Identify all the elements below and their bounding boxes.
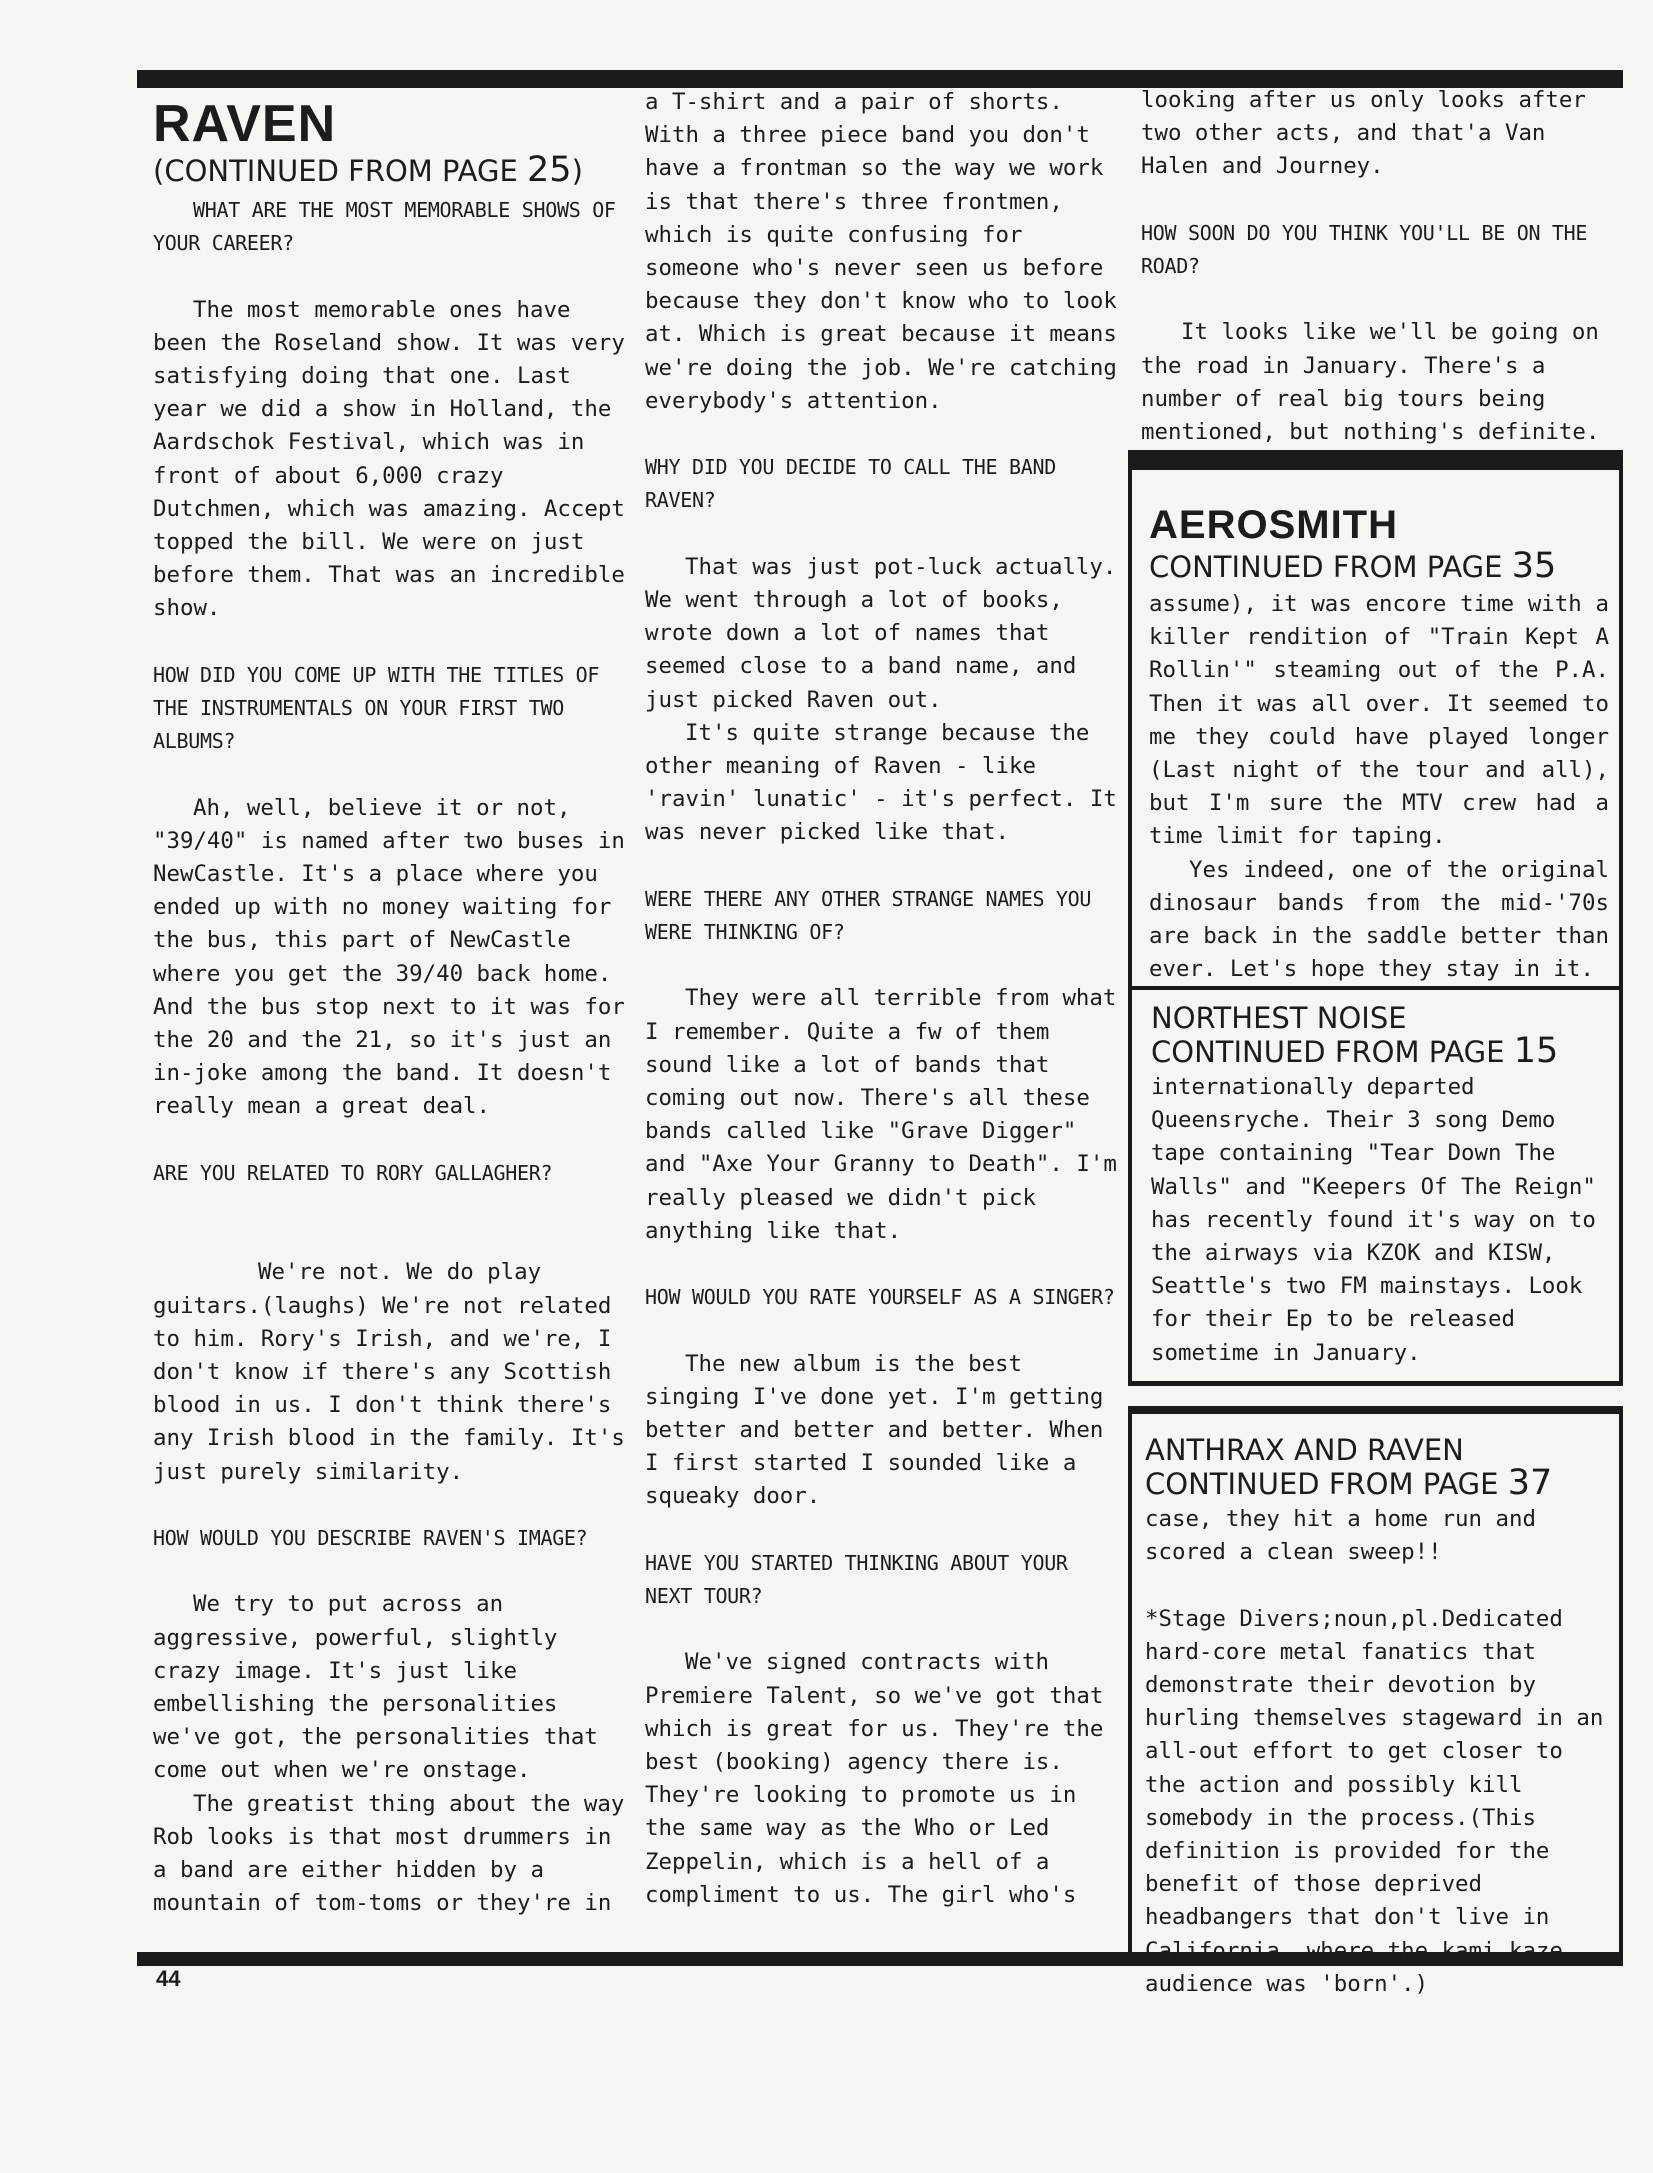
paragraph-gap <box>645 850 1125 883</box>
paragraph: We've signed contracts with Premiere Talent, so we've got that which is great for us. They're the best (booking) agency there is. They're looking to promote us in the same way as the Who or Led Zeppelin, which is a hell of a compliment to us. The girl who's <box>645 1649 1104 1908</box>
interview-question: HOW WOULD YOU DESCRIBE RAVEN'S IMAGE? <box>153 1526 588 1551</box>
paragraph-gap <box>153 758 633 791</box>
paragraph: internationally departed Queensryche. Their 3 song Demo tape containing "Tear Down The Walls" and "Keepers Of The Reign" has recently found it's way on to the airways via KZOK and KISW, Seattle's two FM mainstays. Look for their Ep to be released sometime in January. <box>1151 1074 1596 1366</box>
paragraph-gap <box>645 418 1125 451</box>
paragraph: That was just pot-luck actually. We went through a lot of books, wrote down a lot of names that seemed close to a band name, and just picked Raven out. <box>645 553 1117 713</box>
aerosmith-subtitle-text: CONTINUED FROM PAGE <box>1149 550 1512 584</box>
paragraph: The most memorable ones have been the Roseland show. It was very satisfying doing that one. Last year we did a show in Holland, the Aardschok Festival, which was in front of about 6,000 crazy Dutchmen, which was amazing. Accept topped the bill. We were on just before them. That was an incredible show. <box>153 296 625 622</box>
page-number: 44 <box>156 1966 181 1991</box>
paragraph-gap <box>1141 283 1601 316</box>
paragraph-gap <box>153 1190 633 1223</box>
raven-column-3 <box>1141 84 1601 449</box>
paragraph: We try to put across an aggressive, powerful, slightly crazy image. It's just like embellishing the personalities we've got, the personalities that come out when we're onstage. <box>153 1591 598 1784</box>
aerosmith-body <box>1149 588 1609 986</box>
paragraph: case, they hit a home run and scored a clean sweep!! <box>1145 1506 1536 1566</box>
paragraph: Yes indeed, one of the original dinosaur bands from the mid-'70s are back in the saddle better than ever. Let's hope they stay in it. <box>1149 856 1609 983</box>
northest-title: NORTHEST NOISE <box>1151 1001 1407 1035</box>
paragraph-gap <box>1141 184 1601 217</box>
anthrax-title: ANTHRAX AND RAVEN <box>1145 1433 1464 1467</box>
paragraph-gap <box>645 949 1125 982</box>
interview-question: HOW WOULD YOU RATE YOURSELF AS A SINGER? <box>645 1285 1115 1310</box>
paragraph: It looks like we'll be going on the road in January. There's a number of real big tours being mentioned, but nothing's definite. <box>1141 319 1600 445</box>
interview-question: HOW DID YOU COME UP WITH THE TITLES OF THE INSTRUMENTALS ON YOUR FIRST TWO ALBUMS? <box>153 662 600 754</box>
interview-question: HAVE YOU STARTED THINKING ABOUT YOUR NEXT TOUR? <box>645 1550 1068 1609</box>
raven-column-2 <box>645 86 1125 1912</box>
anthrax-subtitle <box>1145 1463 1615 1503</box>
paragraph-gap <box>153 1555 633 1588</box>
anthrax-subtitle-page: 37 <box>1507 1463 1553 1503</box>
paragraph: assume), it was encore time with a killer rendition of "Train Kept A Rollin'" steaming out of the P.A. Then it was all over. It seemed to me they could have played longer (Last night of the tour and all), but I'm sure the MTV crew had a time limit for taping. <box>1149 591 1609 850</box>
paragraph-gap <box>153 1489 633 1522</box>
paragraph: Ah, well, believe it or not, "39/40" is named after two buses in NewCastle. It's a place where you ended up with no money waiting for the bus, this part of NewCastle where you get the 39/40 back home. And the bus stop next to it was for the 20 and the 21, so it's just an in-joke among the band. It doesn't really mean a great deal. <box>153 794 625 1120</box>
paragraph: It's quite strange because the other meaning of Raven - like 'ravin' lunatic' - it's perfect. It was never picked like that. <box>645 719 1117 846</box>
interview-question: WERE THERE ANY OTHER STRANGE NAMES YOU WERE THINKING OF? <box>645 886 1092 945</box>
northest-subtitle-text: CONTINUED FROM PAGE <box>1151 1035 1514 1069</box>
paragraph-gap <box>153 626 633 659</box>
raven-column-1-text <box>153 194 633 1920</box>
raven-subtitle <box>153 150 633 190</box>
northest-subtitle <box>1151 1031 1601 1071</box>
paragraph-gap <box>153 1124 633 1157</box>
paragraph: *Stage Divers;noun,pl.Dedicated hard-core metal fanatics that demonstrate their devotion by hurling themselves stageward in an all-out effort to get closer to the action and possibly kill somebody in the process.(This definition is provided for the benefit of those deprived headbangers that don't live in California, where the kami kaze audience was 'born'.) <box>1145 1605 1604 1997</box>
anthrax-box <box>1128 1406 1623 1997</box>
northest-noise-box <box>1128 986 1623 1386</box>
aerosmith-subtitle <box>1149 546 1609 586</box>
northest-subtitle-page: 15 <box>1513 1031 1559 1071</box>
interview-question: HOW SOON DO YOU THINK YOU'LL BE ON THE ROAD? <box>1141 220 1588 278</box>
paragraph-gap <box>645 1314 1125 1347</box>
anthrax-subtitle-text: CONTINUED FROM PAGE <box>1145 1467 1508 1501</box>
paragraph: We're not. We do play guitars.(laughs) We're not related to him. Rory's Irish, and we're, I don't know if there's any Scottish blood in us. I don't think there's any Irish blood in the family. It's just purely similarity. <box>153 1259 625 1485</box>
paragraph-gap <box>153 260 633 293</box>
paragraph: The new album is the best singing I've done yet. I'm getting better and better and better. When I first started I sounded like a squeaky door. <box>645 1350 1104 1510</box>
paragraph-gap <box>645 1248 1125 1281</box>
interview-question: ARE YOU RELATED TO RORY GALLAGHER? <box>153 1160 553 1185</box>
paragraph: The greatist thing about the way Rob looks is that most drummers in a band are either hidden by a mountain of tom-toms or they're in <box>153 1790 625 1917</box>
paragraph: looking after us only looks after two other acts, and that'a Van Halen and Journey. <box>1141 87 1586 180</box>
paragraph: They were all terrible from what I remember. Quite a fw of them sound like a lot of bands that coming out now. There's all these bands called like "Grave Digger" and "Axe Your Granny to Death". I'm really pleased we didn't pick anything like that. <box>645 985 1117 1244</box>
paragraph-gap <box>1145 1569 1615 1602</box>
raven-subtitle-end: ) <box>571 154 583 188</box>
raven-subtitle-page: 25 <box>527 150 572 190</box>
raven-column-2-text <box>645 86 1125 1912</box>
paragraph: a T-shirt and a pair of shorts. With a three piece band you don't have a frontman so the way we work is that there's three frontmen, which is quite confusing for someone who's never seen us before because they don't know who to look at. Which is great because it means we're doing the job. We're catching everybody's attention. <box>645 89 1117 414</box>
raven-subtitle-text: (CONTINUED FROM PAGE <box>153 154 528 188</box>
paragraph-gap <box>645 518 1125 551</box>
paragraph-gap <box>645 1613 1125 1646</box>
aerosmith-box <box>1128 450 1623 990</box>
raven-title: RAVEN <box>153 95 337 153</box>
interview-question: WHAT ARE THE MOST MEMORABLE SHOWS OF YOUR CAREER? <box>153 198 616 256</box>
anthrax-body <box>1145 1503 1615 2001</box>
raven-column-1 <box>153 94 633 1920</box>
paragraph-gap <box>153 1223 633 1256</box>
northest-body <box>1151 1071 1601 1370</box>
paragraph-gap <box>645 1514 1125 1547</box>
interview-question: WHY DID YOU DECIDE TO CALL THE BAND RAVEN? <box>645 455 1056 513</box>
aerosmith-title: AEROSMITH <box>1149 503 1398 547</box>
aerosmith-subtitle-page: 35 <box>1511 546 1557 586</box>
raven-column-3-text <box>1141 84 1601 449</box>
